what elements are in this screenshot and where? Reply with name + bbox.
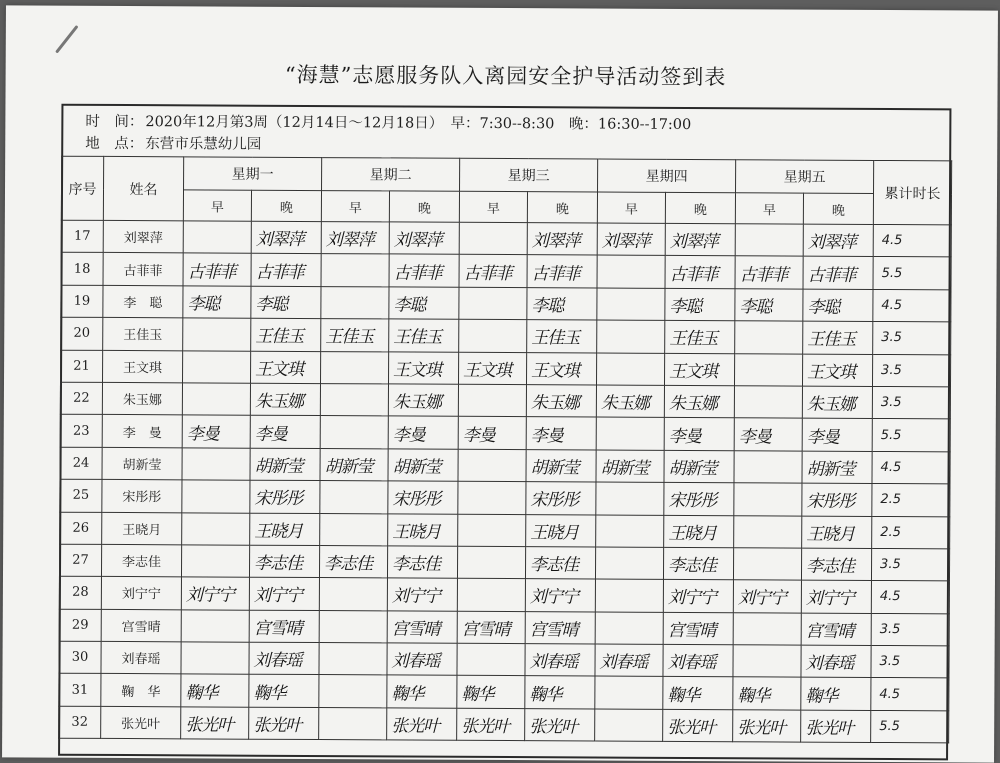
header-name: 姓名 xyxy=(103,156,183,220)
signature-cell xyxy=(182,448,250,481)
signature-cell: 李志佳 xyxy=(249,545,319,578)
signature-cell xyxy=(596,417,664,450)
row-number: 29 xyxy=(59,609,101,642)
signature-cell xyxy=(596,515,664,548)
row-number: 19 xyxy=(61,285,103,318)
signature-cell: 李志佳 xyxy=(663,547,733,580)
signature-cell: 李聪 xyxy=(803,289,873,322)
signature-cell: 刘翠萍 xyxy=(597,223,665,256)
total-hours: 3.5 xyxy=(871,613,949,646)
signature-cell: 王晓月 xyxy=(526,514,596,547)
signature-cell: 朱玉娜 xyxy=(596,385,664,418)
row-name: 古菲菲 xyxy=(103,253,183,286)
row-number: 27 xyxy=(59,544,101,577)
table-row xyxy=(59,609,949,646)
row-name: 王文琪 xyxy=(103,350,183,383)
total-hours: 3.5 xyxy=(873,322,951,355)
signature-cell: 刘春瑶 xyxy=(801,645,871,678)
table-row xyxy=(59,706,949,743)
signature-cell: 古菲菲 xyxy=(527,255,597,288)
signature-cell: 王晓月 xyxy=(802,516,872,549)
signature-cell xyxy=(733,548,801,581)
signature-cell: 李聪 xyxy=(527,287,597,320)
table-row xyxy=(60,447,950,484)
total-hours: 3.5 xyxy=(872,354,950,387)
signature-cell: 张光叶 xyxy=(181,707,249,740)
table-row xyxy=(61,285,951,322)
signature-cell: 张光叶 xyxy=(525,708,595,741)
signature-cell xyxy=(181,610,249,643)
signature-cell: 张光叶 xyxy=(663,709,733,742)
row-number: 26 xyxy=(60,512,102,545)
signature-cell: 朱玉娜 xyxy=(250,383,320,416)
signature-cell: 宋彤彤 xyxy=(526,482,596,515)
signature-cell: 朱玉娜 xyxy=(388,384,458,417)
signature-cell: 李志佳 xyxy=(319,545,387,578)
total-hours: 2.5 xyxy=(872,516,950,549)
signature-cell xyxy=(183,221,251,254)
signature-cell xyxy=(320,416,388,449)
signature-cell: 王佳玉 xyxy=(527,320,597,353)
table-row xyxy=(59,674,949,711)
row-number: 18 xyxy=(61,253,103,286)
total-hours: 5.5 xyxy=(872,419,950,452)
total-hours: 3.5 xyxy=(871,548,949,581)
signature-cell xyxy=(183,318,251,351)
signature-cell: 宫雪晴 xyxy=(663,612,733,645)
table-row xyxy=(60,415,950,452)
signature-cell: 王佳玉 xyxy=(321,319,389,352)
row-name: 王佳玉 xyxy=(103,318,183,351)
signature-cell xyxy=(320,513,388,546)
row-number: 25 xyxy=(60,479,102,512)
signature-cell: 鞠华 xyxy=(249,675,319,708)
total-hours: 5.5 xyxy=(871,710,949,743)
sign-in-sheet xyxy=(2,5,998,762)
signature-cell: 宫雪晴 xyxy=(801,613,871,646)
header-am: 早 xyxy=(597,192,665,223)
row-name: 李志佳 xyxy=(101,544,181,577)
signature-cell: 胡新莹 xyxy=(664,450,734,483)
signature-cell: 宫雪晴 xyxy=(525,611,595,644)
signature-cell: 王佳玉 xyxy=(389,319,459,352)
header-day: 星期四 xyxy=(598,159,736,193)
signature-cell: 王晓月 xyxy=(664,515,734,548)
signature-cell xyxy=(596,482,664,515)
signature-cell xyxy=(596,353,664,386)
header-am: 早 xyxy=(183,190,251,221)
row-name: 宫雪晴 xyxy=(101,609,181,642)
signature-cell xyxy=(182,383,250,416)
signature-cell: 李曼 xyxy=(802,418,872,451)
signature-cell: 张光叶 xyxy=(387,708,457,741)
signature-cell xyxy=(458,481,526,514)
signature-cell: 王文琪 xyxy=(251,351,321,384)
signature-cell xyxy=(319,610,387,643)
signature-cell: 古菲菲 xyxy=(459,255,527,288)
signature-cell: 鞠华 xyxy=(181,674,249,707)
table-row xyxy=(59,576,949,613)
signature-cell xyxy=(595,612,663,645)
total-hours: 4.5 xyxy=(872,451,950,484)
signature-cell: 李聪 xyxy=(389,287,459,320)
signature-cell xyxy=(595,676,663,709)
signature-cell: 王文琪 xyxy=(388,351,458,384)
signature-cell: 鞠华 xyxy=(387,675,457,708)
signature-cell: 王文琪 xyxy=(458,352,526,385)
header-pm: 晚 xyxy=(803,193,873,224)
header-total: 累计时长 xyxy=(873,160,951,224)
row-name: 刘春瑶 xyxy=(101,641,181,674)
sheet-title: “海慧”志愿服务队入离园安全护导活动签到表 xyxy=(284,62,727,90)
signature-cell xyxy=(734,483,802,516)
signature-cell: 李志佳 xyxy=(801,548,871,581)
signature-cell xyxy=(457,546,525,579)
signature-cell xyxy=(597,255,665,288)
time-value: 2020年12月第3周（12月14日～12月18日） 早：7:30--8:30 晚：16:30--17:00 xyxy=(145,114,692,133)
row-number: 31 xyxy=(59,674,101,707)
row-name: 刘宁宁 xyxy=(101,577,181,610)
row-number: 20 xyxy=(61,317,103,350)
signature-cell xyxy=(595,579,663,612)
signature-cell xyxy=(735,224,803,257)
header-day: 星期五 xyxy=(736,160,874,194)
signature-cell xyxy=(733,612,801,645)
signature-cell xyxy=(320,384,388,417)
signature-cell: 王佳玉 xyxy=(665,321,735,354)
signature-cell: 宫雪晴 xyxy=(457,611,525,644)
row-number: 17 xyxy=(61,220,103,253)
signature-cell: 朱玉娜 xyxy=(802,386,872,419)
signature-cell: 刘翠萍 xyxy=(527,223,597,256)
row-number: 24 xyxy=(60,447,102,480)
header-am: 早 xyxy=(459,191,527,222)
row-name: 张光叶 xyxy=(101,706,181,739)
signature-cell xyxy=(183,350,251,383)
signature-cell xyxy=(595,709,663,742)
signature-cell: 李曼 xyxy=(388,416,458,449)
signature-cell: 李曼 xyxy=(458,417,526,450)
pin-mark xyxy=(55,25,78,54)
signature-cell xyxy=(734,386,802,419)
signature-cell: 古菲菲 xyxy=(251,254,321,287)
table-row xyxy=(61,253,951,290)
table-body xyxy=(59,220,952,743)
signature-cell: 刘宁宁 xyxy=(801,580,871,613)
table-row xyxy=(61,317,951,354)
signature-cell: 鞠华 xyxy=(663,677,733,710)
signature-cell: 鞠华 xyxy=(733,677,801,710)
row-name: 李 聪 xyxy=(103,285,183,318)
row-name: 李 曼 xyxy=(102,415,182,448)
table-row xyxy=(60,382,950,419)
header-day: 星期一 xyxy=(184,157,322,191)
row-number: 32 xyxy=(59,706,101,739)
signature-cell: 朱玉娜 xyxy=(664,385,734,418)
signature-cell: 刘春瑶 xyxy=(595,644,663,677)
signature-cell xyxy=(182,512,250,545)
signature-cell: 古菲菲 xyxy=(803,256,873,289)
total-hours: 4.5 xyxy=(871,581,949,614)
signature-cell xyxy=(735,321,803,354)
header-am: 早 xyxy=(321,191,389,222)
signature-cell xyxy=(321,351,389,384)
place-line xyxy=(85,132,261,154)
signature-cell: 胡新莹 xyxy=(802,451,872,484)
signature-cell: 宫雪晴 xyxy=(249,610,319,643)
signature-cell: 刘翠萍 xyxy=(321,222,389,255)
row-number: 21 xyxy=(61,350,103,383)
signature-cell xyxy=(319,675,387,708)
signature-cell: 李志佳 xyxy=(387,546,457,579)
signature-cell: 李曼 xyxy=(664,418,734,451)
signature-cell: 刘宁宁 xyxy=(525,579,595,612)
row-number: 28 xyxy=(59,576,101,609)
signature-cell: 刘春瑶 xyxy=(249,642,319,675)
signature-cell: 李聪 xyxy=(251,286,321,319)
signature-cell: 胡新莹 xyxy=(388,449,458,482)
signature-cell xyxy=(321,286,389,319)
signature-cell: 王佳玉 xyxy=(251,318,321,351)
signature-cell xyxy=(319,578,387,611)
attendance-table xyxy=(58,156,952,744)
signature-cell: 鞠华 xyxy=(801,678,871,711)
signature-cell xyxy=(458,384,526,417)
signature-cell: 刘春瑶 xyxy=(525,644,595,677)
signature-cell xyxy=(459,222,527,255)
header-day: 星期三 xyxy=(460,158,598,192)
signature-cell: 刘翠萍 xyxy=(803,224,873,257)
total-hours: 4.5 xyxy=(873,289,951,322)
header-row-shifts xyxy=(61,189,951,225)
signature-cell xyxy=(597,320,665,353)
place-label: 地 点： xyxy=(85,135,144,153)
table-row xyxy=(59,544,949,581)
signature-cell: 胡新莹 xyxy=(526,449,596,482)
header-pm: 晚 xyxy=(665,192,735,223)
signature-cell: 刘宁宁 xyxy=(387,578,457,611)
signature-cell xyxy=(595,547,663,580)
signature-cell: 刘宁宁 xyxy=(733,580,801,613)
signature-cell: 朱玉娜 xyxy=(526,385,596,418)
signature-cell: 胡新莹 xyxy=(250,448,320,481)
signature-cell xyxy=(319,643,387,676)
signature-cell xyxy=(457,579,525,612)
signature-cell: 刘翠萍 xyxy=(665,223,735,256)
signature-cell xyxy=(181,642,249,675)
signature-cell xyxy=(458,514,526,547)
signature-cell: 王文琪 xyxy=(664,353,734,386)
signature-cell: 李聪 xyxy=(183,286,251,319)
signature-cell: 王文琪 xyxy=(526,352,596,385)
signature-cell: 宋彤彤 xyxy=(802,483,872,516)
header-pm: 晚 xyxy=(389,191,459,222)
signature-cell: 刘翠萍 xyxy=(251,221,321,254)
row-name: 胡新莹 xyxy=(102,447,182,480)
signature-cell: 宫雪晴 xyxy=(387,611,457,644)
row-number: 30 xyxy=(59,641,101,674)
row-name: 刘翠萍 xyxy=(103,220,183,253)
signature-cell xyxy=(457,643,525,676)
signature-cell: 李曼 xyxy=(250,416,320,449)
signature-cell xyxy=(319,707,387,740)
header-day: 星期二 xyxy=(322,158,460,192)
table-row xyxy=(59,641,949,678)
signature-cell: 刘翠萍 xyxy=(389,222,459,255)
signature-cell xyxy=(182,480,250,513)
signature-cell: 张光叶 xyxy=(249,707,319,740)
total-hours: 4.5 xyxy=(871,678,949,711)
signature-cell xyxy=(181,545,249,578)
table-row xyxy=(60,479,950,516)
signature-cell: 古菲菲 xyxy=(389,254,459,287)
table-row xyxy=(61,220,951,257)
total-hours: 5.5 xyxy=(873,257,951,290)
signature-cell xyxy=(320,481,388,514)
signature-cell: 张光叶 xyxy=(733,710,801,743)
signature-cell: 李聪 xyxy=(665,288,735,321)
row-name: 朱玉娜 xyxy=(102,382,182,415)
header-pm: 晚 xyxy=(251,190,321,221)
total-hours: 3.5 xyxy=(871,646,949,679)
signature-cell xyxy=(321,254,389,287)
row-name: 王晓月 xyxy=(102,512,182,545)
signature-cell xyxy=(734,515,802,548)
signature-cell: 宋彤彤 xyxy=(388,481,458,514)
signature-cell xyxy=(459,319,527,352)
signature-cell: 刘春瑶 xyxy=(387,643,457,676)
signature-cell: 刘宁宁 xyxy=(249,577,319,610)
signature-cell: 胡新莹 xyxy=(320,448,388,481)
total-hours: 4.5 xyxy=(873,224,951,257)
signature-cell: 古菲菲 xyxy=(665,256,735,289)
header-am: 早 xyxy=(735,193,803,224)
signature-cell: 古菲菲 xyxy=(183,253,251,286)
row-number: 23 xyxy=(60,415,102,448)
place-value: 东营市乐慧幼儿园 xyxy=(145,136,262,153)
signature-cell xyxy=(597,288,665,321)
signature-cell: 鞠华 xyxy=(457,676,525,709)
signature-cell: 李曼 xyxy=(734,418,802,451)
signature-cell: 刘宁宁 xyxy=(663,580,733,613)
signature-cell xyxy=(733,645,801,678)
signature-cell: 王晓月 xyxy=(250,513,320,546)
header-pm: 晚 xyxy=(527,192,597,223)
total-hours: 3.5 xyxy=(872,386,950,419)
signature-cell: 宋彤彤 xyxy=(250,480,320,513)
signature-cell xyxy=(458,449,526,482)
signature-cell: 张光叶 xyxy=(801,710,871,743)
signature-cell xyxy=(734,353,802,386)
table-row xyxy=(61,350,951,387)
total-hours: 2.5 xyxy=(872,484,950,517)
row-number: 22 xyxy=(60,382,102,415)
header-row-days xyxy=(62,156,952,194)
signature-cell: 李曼 xyxy=(526,417,596,450)
header-no: 序号 xyxy=(61,156,103,220)
time-line xyxy=(85,110,691,134)
signature-cell xyxy=(459,287,527,320)
signature-cell: 宋彤彤 xyxy=(664,482,734,515)
table-row xyxy=(60,512,950,549)
row-name: 鞠 华 xyxy=(101,674,181,707)
signature-cell xyxy=(734,450,802,483)
signature-cell: 王佳玉 xyxy=(803,321,873,354)
signature-cell: 刘春瑶 xyxy=(663,644,733,677)
signature-cell: 古菲菲 xyxy=(735,256,803,289)
row-name: 宋彤彤 xyxy=(102,480,182,513)
signature-cell: 鞠华 xyxy=(525,676,595,709)
signature-cell: 李曼 xyxy=(182,415,250,448)
signature-cell: 李志佳 xyxy=(525,547,595,580)
signature-cell: 王晓月 xyxy=(388,513,458,546)
signature-cell: 李聪 xyxy=(735,289,803,322)
signature-cell: 王文琪 xyxy=(802,354,872,387)
signature-cell: 刘宁宁 xyxy=(181,577,249,610)
signature-cell: 张光叶 xyxy=(457,708,525,741)
signature-cell: 胡新莹 xyxy=(596,450,664,483)
time-label: 时 间： xyxy=(85,113,144,131)
